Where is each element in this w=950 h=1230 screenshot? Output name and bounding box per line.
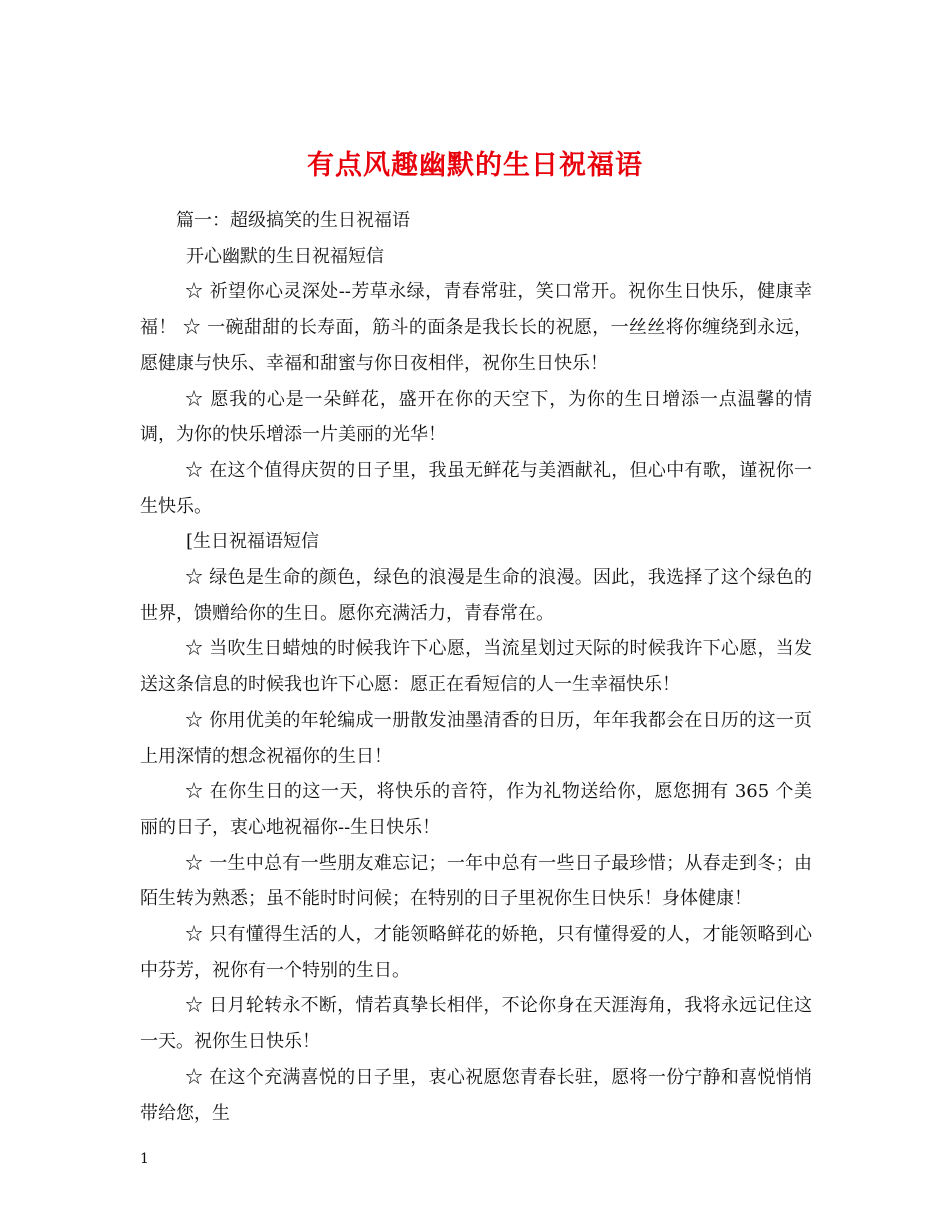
paragraph: ☆ 愿我的心是一朵鲜花，盛开在你的天空下，为你的生日增添一点温馨的情调，为你的快乐增添一片美丽的光华！ [140, 388, 812, 446]
section-heading: 篇一：超级搞笑的生日祝福语 [176, 210, 410, 231]
document-body [140, 203, 812, 1131]
paragraph: ☆ 一生中总有一些朋友难忘记；一年中总有一些日子最珍惜；从春走到冬；由陌生转为熟悉；虽不能时时问候；在特别的日子里祝你生日快乐！身体健康！ [140, 852, 812, 910]
sub-heading: 开心幽默的生日祝福短信 [186, 245, 384, 267]
paragraph: ☆ 你用优美的年轮编成一册散发油墨清香的日历，年年我都会在日历的这一页上用深情的想念祝福你的生日！ [140, 709, 812, 767]
paragraph: ☆ 当吹生日蜡烛的时候我许下心愿，当流星划过天际的时候我许下心愿，当发送这条信息的时候我也许下心愿：愿正在看短信的人一生幸福快乐！ [140, 638, 812, 696]
document-title: 有点风趣幽默的生日祝福语 [307, 150, 643, 182]
paragraph: ☆ 日月轮转永不断，情若真挚长相伴，不论你身在天涯海角，我将永远记住这一天。祝你生日快乐！ [140, 995, 812, 1053]
paragraph: ☆ 祈望你心灵深处--芳草永绿，青春常驻，笑口常开。祝你生日快乐，健康幸福！ ☆ 一碗甜甜的长寿面，筋斗的面条是我长长的祝愿，一丝丝将你缠绕到永远，愿健康与快乐、幸福和甜蜜与你日夜相伴，祝你生日快乐！ [140, 281, 812, 374]
paragraph: ☆ 在你生日的这一天，将快乐的音符，作为礼物送给你，愿您拥有 365 个美丽的日子，衷心地祝福你--生日快乐！ [140, 781, 812, 838]
paragraph: ☆ 在这个充满喜悦的日子里，衷心祝愿您青春长驻，愿将一份宁静和喜悦悄悄带给您，生 [140, 1066, 812, 1124]
paragraph: ☆ 绿色是生命的颜色，绿色的浪漫是生命的浪漫。因此，我选择了这个绿色的世界，馈赠给你的生日。愿你充满活力，青春常在。 [140, 567, 812, 624]
page-number: 1 [140, 1151, 149, 1167]
sub-heading: [生日祝福语短信 [186, 531, 320, 553]
paragraph: ☆ 只有懂得生活的人，才能领略鲜花的娇艳，只有懂得爱的人，才能领略到心中芬芳，祝你有一个特别的生日。 [140, 924, 812, 981]
paragraph: ☆ 在这个值得庆贺的日子里，我虽无鲜花与美酒献礼，但心中有歌，谨祝你一生快乐。 [140, 459, 812, 517]
